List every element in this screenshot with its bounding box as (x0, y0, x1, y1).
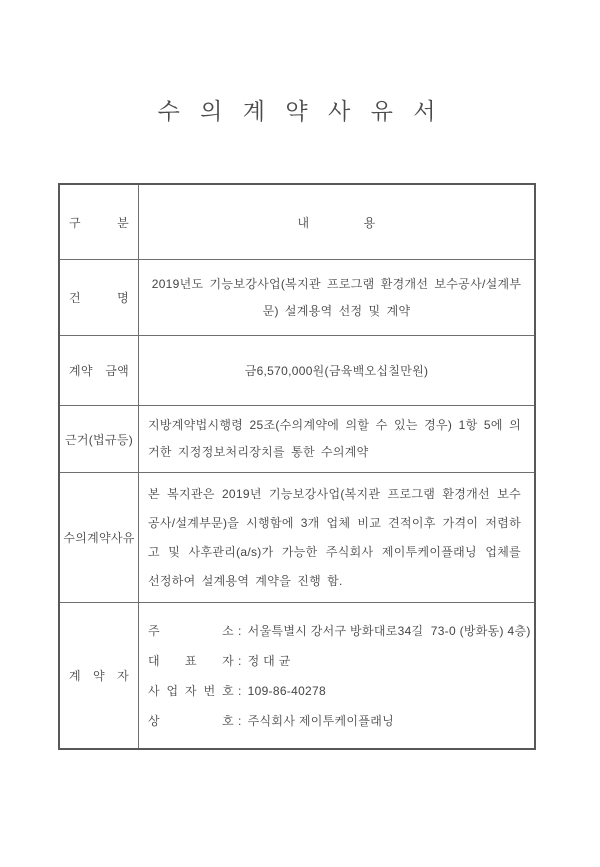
amount-value: 금6,570,000원(금육백오십칠만원) (244, 364, 429, 378)
reason-text: 본 복지관은 2019년 기능보강사업(복지관 프로그램 환경개선 보수공사/설계부문)을 시행함에 3개 업체 비교 견적이후 가격이 저렴하고 및 사후관리(a/s)가 가능한 주식회사 제이투케이플래닝 업체를 선정하여 설계용역 계약을 진행 함. (148, 486, 521, 588)
amount-content-cell (139, 336, 534, 406)
contract-table (58, 183, 536, 750)
contractor-content-cell (139, 603, 534, 748)
contractor-business-number-separator: : (238, 683, 242, 698)
contractor-business-number-key: 사 업 자 번 호 (148, 683, 234, 698)
contractor-address-separator: : (238, 623, 242, 638)
contractor-company-name-key: 상 호 (148, 713, 234, 728)
contractor-company-name-value: 주식회사 제이투케이플래닝 (247, 713, 394, 728)
subject-content-cell (139, 260, 534, 336)
subject-text: 2019년도 기능보강사업(복지관 프로그램 환경개선 보수공사/설계부문) 설계용역 선정 및 계약 (151, 276, 522, 318)
document-title: 수 의 계 약 사 유 서 (157, 98, 443, 124)
subject-label-cell (60, 260, 139, 336)
contractor-business-number-line (148, 676, 524, 706)
reason-content-cell (139, 473, 534, 603)
contractor-address-line (148, 616, 531, 646)
header-content-label: 내 용 (297, 215, 376, 230)
amount-label: 계약 금액 (69, 364, 129, 378)
header-category-label: 구 분 (69, 215, 129, 230)
contractor-company-name-line (148, 706, 524, 736)
contractor-business-number-value: 109-86-40278 (247, 683, 326, 698)
reason-label: 수의계약사유 (63, 531, 135, 545)
contractor-representative-line (148, 646, 524, 676)
contractor-representative-value: 정 대 균 (247, 653, 291, 668)
amount-label-cell (60, 336, 139, 406)
header-category-cell (60, 185, 139, 260)
contractor-company-name-separator: : (238, 713, 242, 728)
contractor-address-key: 주 소 (148, 623, 234, 638)
contractor-representative-separator: : (238, 653, 242, 668)
contractor-label-cell (60, 603, 139, 748)
subject-label: 건 명 (69, 291, 129, 305)
header-content-cell (139, 185, 534, 260)
basis-text: 지방계약법시행령 25조(수의계약에 의할 수 있는 경우) 1항 5에 의거한 지정정보처리장치를 통한 수의계약 (148, 418, 521, 459)
basis-label-cell (60, 406, 139, 473)
contractor-label: 계 약 자 (69, 669, 129, 683)
basis-content-cell (139, 406, 534, 473)
contractor-address-value: 서울특별시 강서구 방화대로34길 73-0 (방화동) 4층) (247, 623, 531, 638)
reason-label-cell (60, 473, 139, 603)
basis-label: 근거(법규등) (64, 432, 134, 447)
contractor-representative-key: 대 표 자 (148, 653, 234, 668)
